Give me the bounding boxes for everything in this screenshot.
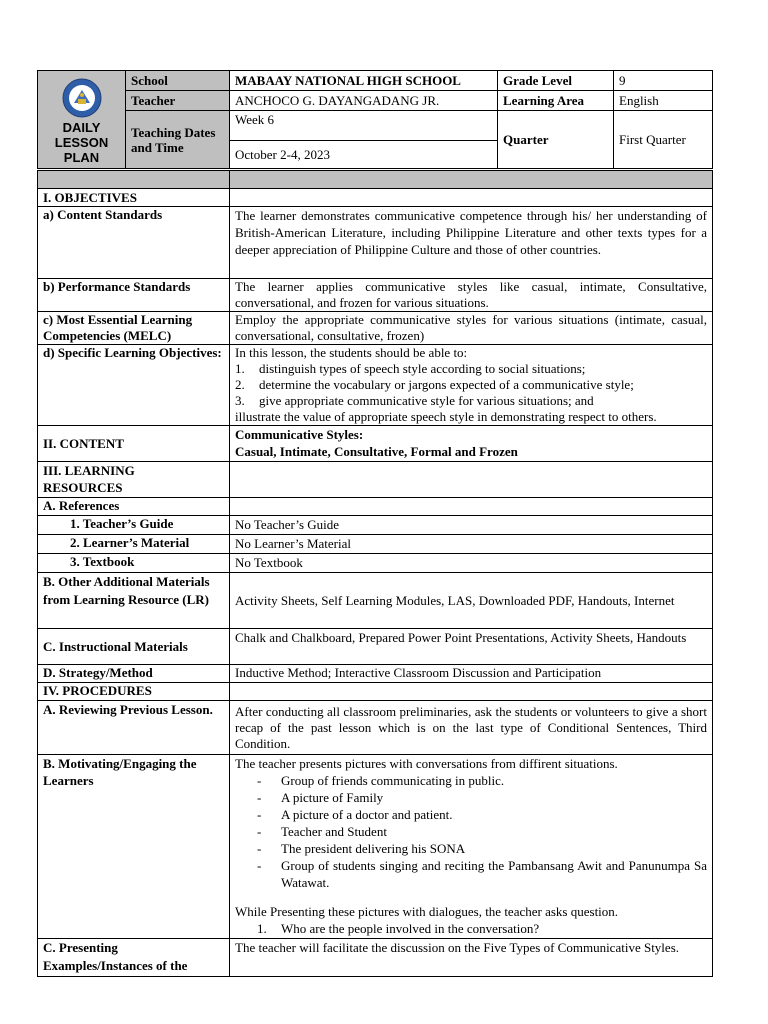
- date-value: October 2-4, 2023: [230, 141, 498, 169]
- objective-item: 3. give appropriate communicative style for various situations; and: [235, 393, 594, 408]
- teacher-value: ANCHOCO G. DAYANGADANG JR.: [230, 91, 498, 111]
- content-cell: [230, 426, 713, 462]
- specific-objectives-list: [235, 361, 707, 409]
- performance-standards-label: b) Performance Standards: [38, 279, 230, 312]
- teachers-guide-label: 1. Teacher’s Guide: [38, 516, 230, 535]
- dll-title-line1: DAILY: [62, 120, 101, 135]
- learning-resources-heading: III. LEARNING RESOURCES: [38, 462, 230, 498]
- motivating-after: While Presenting these pictures with dialogues, the teacher asks question.: [235, 904, 619, 919]
- motivating-item: - Group of students singing and reciting the Pambansang Awit and Panunumpa Sa Watawat.: [257, 857, 707, 891]
- dll-logo-cell: [38, 71, 126, 169]
- specific-objectives-label: d) Specific Learning Objectives:: [38, 345, 230, 426]
- motivating-item: - The president delivering his SONA: [257, 840, 707, 857]
- textbook-label: 3. Textbook: [38, 554, 230, 573]
- other-materials-value: Activity Sheets, Self Learning Modules, LAS, Downloaded PDF, Handouts, Internet: [230, 573, 713, 629]
- textbook-value: No Textbook: [230, 554, 713, 573]
- procedures-heading: IV. PROCEDURES: [38, 683, 230, 701]
- melc-text: Employ the appropriate communicative styles for various situations (intimate, casual, conversational, consultative, frozen): [230, 312, 713, 345]
- teaching-dates-label: Teaching Dates and Time: [126, 111, 230, 169]
- deped-seal-icon: [62, 78, 102, 118]
- melc-label: c) Most Essential Learning Competencies (MELC): [38, 312, 230, 345]
- specific-objectives-last: illustrate the value of appropriate speech style in demonstrating respect to others.: [235, 409, 657, 424]
- school-label: School: [126, 71, 230, 91]
- teacher-label: Teacher: [126, 91, 230, 111]
- content-line1: Communicative Styles:: [235, 427, 364, 442]
- references-label: A. References: [38, 498, 230, 516]
- dll-title-line3: PLAN: [63, 150, 100, 165]
- motivating-label: B. Motivating/Engaging the Learners: [38, 755, 230, 939]
- quarter-value: First Quarter: [614, 111, 713, 169]
- content-standards-label: a) Content Standards: [38, 207, 230, 279]
- objectives-heading: I. OBJECTIVES: [38, 189, 230, 207]
- content-standards-text: The learner demonstrates communicative competence through his/ her understanding of British-American Literature, including Philippine Literature and other texts types for a deeper appreciation of Philippine Culture and those of other countries.: [230, 207, 713, 279]
- presenting-examples-text: The teacher will facilitate the discussion on the Five Types of Communicative Styles.: [230, 939, 713, 977]
- header-table: [37, 70, 713, 169]
- motivating-cell: [230, 755, 713, 939]
- motivating-intro: The teacher presents pictures with conversations from diffirent situations.: [235, 756, 618, 771]
- school-value: MABAAY NATIONAL HIGH SCHOOL: [230, 71, 498, 91]
- grade-level-label: Grade Level: [498, 71, 614, 91]
- motivating-list: [235, 772, 707, 891]
- specific-objectives-cell: [230, 345, 713, 426]
- question-item: 1. Who are the people involved in the conversation?: [257, 921, 540, 936]
- objective-item: 2. determine the vocabulary or jargons expected of a communicative style;: [235, 377, 634, 392]
- motivating-item: - A picture of Family: [257, 789, 707, 806]
- quarter-label: Quarter: [498, 111, 614, 169]
- content-line2: Casual, Intimate, Consultative, Formal and Frozen: [235, 444, 518, 459]
- week-value: Week 6: [230, 111, 498, 141]
- motivating-item: - Teacher and Student: [257, 823, 707, 840]
- other-materials-label: B. Other Additional Materials from Learning Resource (LR): [38, 573, 230, 629]
- learning-area-value: English: [614, 91, 713, 111]
- content-heading: II. CONTENT: [38, 426, 230, 462]
- performance-standards-text: The learner applies communicative styles like casual, intimate, Consultative, conversational, and frozen for various situations.: [230, 279, 713, 312]
- reviewing-lesson-text: After conducting all classroom preliminaries, ask the students or volunteers to give a short recap of the past lesson which is on the last type of Conditional Sentences, Third Condition.: [230, 701, 713, 755]
- learners-material-value: No Learner’s Material: [230, 535, 713, 554]
- lesson-plan-table: [37, 170, 713, 977]
- grade-level-value: 9: [614, 71, 713, 91]
- specific-objectives-intro: In this lesson, the students should be able to:: [235, 345, 468, 360]
- presenting-examples-label: C. Presenting Examples/Instances of the: [38, 939, 230, 977]
- motivating-item: - Group of friends communicating in public.: [257, 772, 707, 789]
- motivating-item: - A picture of a doctor and patient.: [257, 806, 707, 823]
- learners-material-label: 2. Learner’s Material: [38, 535, 230, 554]
- strategy-label: D. Strategy/Method: [38, 665, 230, 683]
- objective-item: 1. distinguish types of speech style according to social situations;: [235, 361, 586, 376]
- learning-area-label: Learning Area: [498, 91, 614, 111]
- instructional-materials-value: Chalk and Chalkboard, Prepared Power Point Presentations, Activity Sheets, Handouts: [230, 629, 713, 665]
- instructional-materials-label: C. Instructional Materials: [38, 629, 230, 665]
- strategy-value: Inductive Method; Interactive Classroom Discussion and Participation: [230, 665, 713, 683]
- reviewing-lesson-label: A. Reviewing Previous Lesson.: [38, 701, 230, 755]
- teachers-guide-value: No Teacher’s Guide: [230, 516, 713, 535]
- dll-title-line2: LESSON: [54, 135, 109, 150]
